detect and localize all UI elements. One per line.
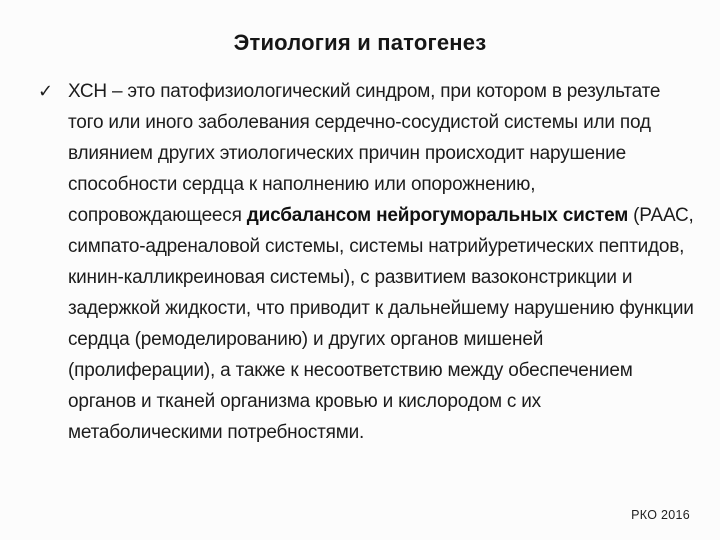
bullet-text — [68, 76, 694, 448]
bullet-text-before-bold: ХСН – это патофизиологический синдром, при котором в результате того или иного заболевания сердечно-сосудистой системы или под влиянием других этиологических причин происходит нарушение способности сердца к наполнению или опорожнению, сопровождающееся — [68, 81, 661, 226]
bullet-text-bold: дисбалансом нейрогуморальных систем — [246, 205, 629, 226]
bullet-text-after-bold: (РААС, симпато-адреналовой системы, системы натрийуретических пептидов, кинин-калликреиновая системы), с развитием вазоконстрикции и задержкой жидкости, что приводит к дальнейшему нарушению функции сердца (ремоделированию) и других органов мишеней (пролиферации), а также к несоответствию между обеспечением органов и тканей организма кровью и кислородом с их метаболическими потребностями. — [68, 205, 694, 443]
checkmark-bullet-icon: ✓ — [38, 81, 54, 101]
slide-title: Этиология и патогенез — [233, 30, 487, 55]
footer-source-label: РКО 2016 — [631, 508, 690, 522]
bullet-item — [38, 76, 694, 448]
